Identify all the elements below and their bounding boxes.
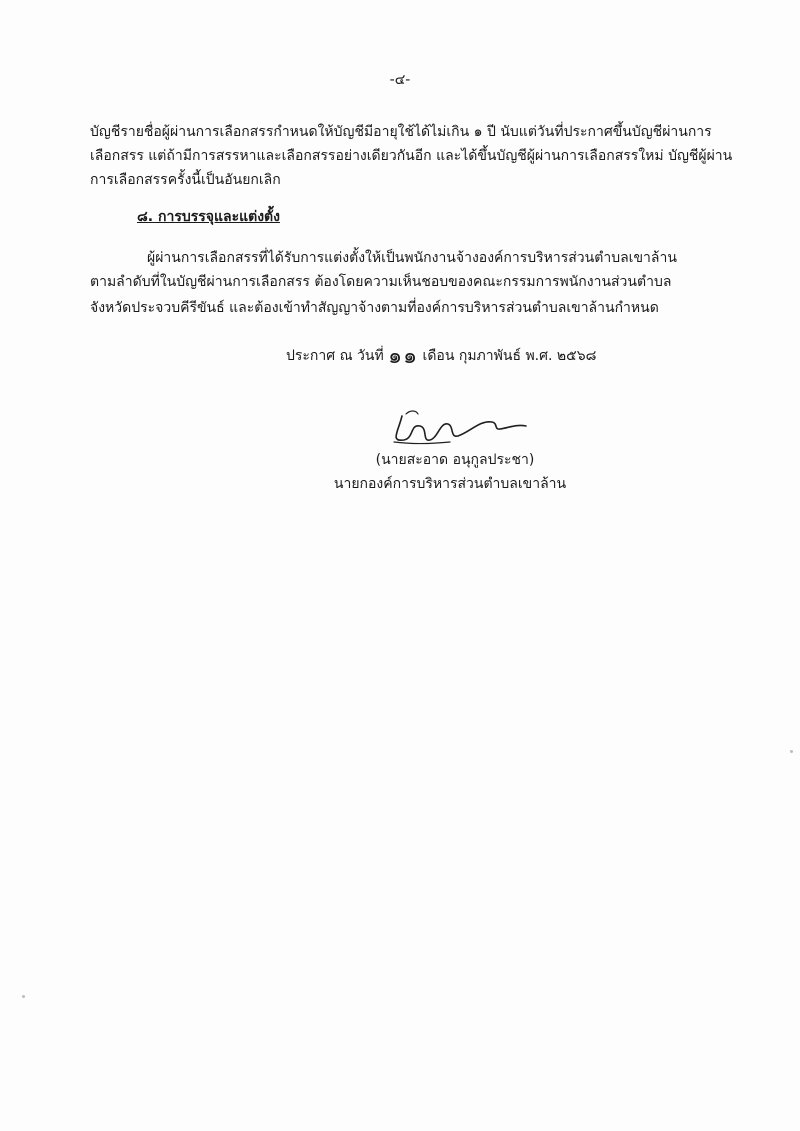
announcement-day: ๑๑	[388, 344, 419, 369]
signatory-position: นายกองค์การบริหารส่วนตำบลเขาล้าน	[333, 476, 567, 492]
paragraph-2-line-1: ผู้ผ่านการเลือกสรรที่ได้รับการแต่งตั้งให้เป็นพนักงานจ้างองค์การบริหารส่วนตำบลเขาล้าน	[147, 250, 677, 266]
scan-speck	[790, 750, 793, 753]
paragraph-1-line-3: การเลือกสรรครั้งนี้เป็นอันยกเลิก	[90, 172, 281, 188]
paragraph-2-line-2: ตามลำดับที่ในบัญชีผ่านการเลือกสรร ต้องโดยความเห็นชอบของคณะกรรมการพนักงานส่วนตำบล	[90, 274, 672, 290]
section-heading: ๘. การบรรจุและแต่งตั้ง	[137, 209, 280, 225]
paragraph-1-line-2: เลือกสรร แต่ถ้ามีการสรรหาและเลือกสรรอย่างเดียวกันอีก และได้ขึ้นบัญชีผู้ผ่านการเลือกสรรใหม่ บัญชีผู้ผ่าน	[90, 148, 733, 164]
announcement-month-year: เดือน กุมภาพันธ์ พ.ศ. ๒๕๖๘	[422, 348, 597, 364]
paragraph-2-line-3: จังหวัดประจวบคีรีขันธ์ และต้องเข้าทำสัญญาจ้างตามที่องค์การบริหารส่วนตำบลเขาล้านกำหนด	[90, 300, 659, 316]
page-number: -๔-	[389, 72, 411, 88]
announcement-prefix: ประกาศ ณ วันที่	[286, 348, 384, 364]
scan-speck	[22, 995, 25, 998]
announcement-date-line	[286, 346, 596, 367]
signature-image	[380, 402, 530, 452]
signatory-name: (นายสะอาด อนุกูลประชา)	[375, 452, 535, 468]
paragraph-1-line-1: บัญชีรายชื่อผู้ผ่านการเลือกสรรกำหนดให้บัญชีมีอายุใช้ได้ไม่เกิน ๑ ปี นับแต่วันที่ประกาศขึ้นบัญชีผ่านการ	[90, 124, 712, 140]
